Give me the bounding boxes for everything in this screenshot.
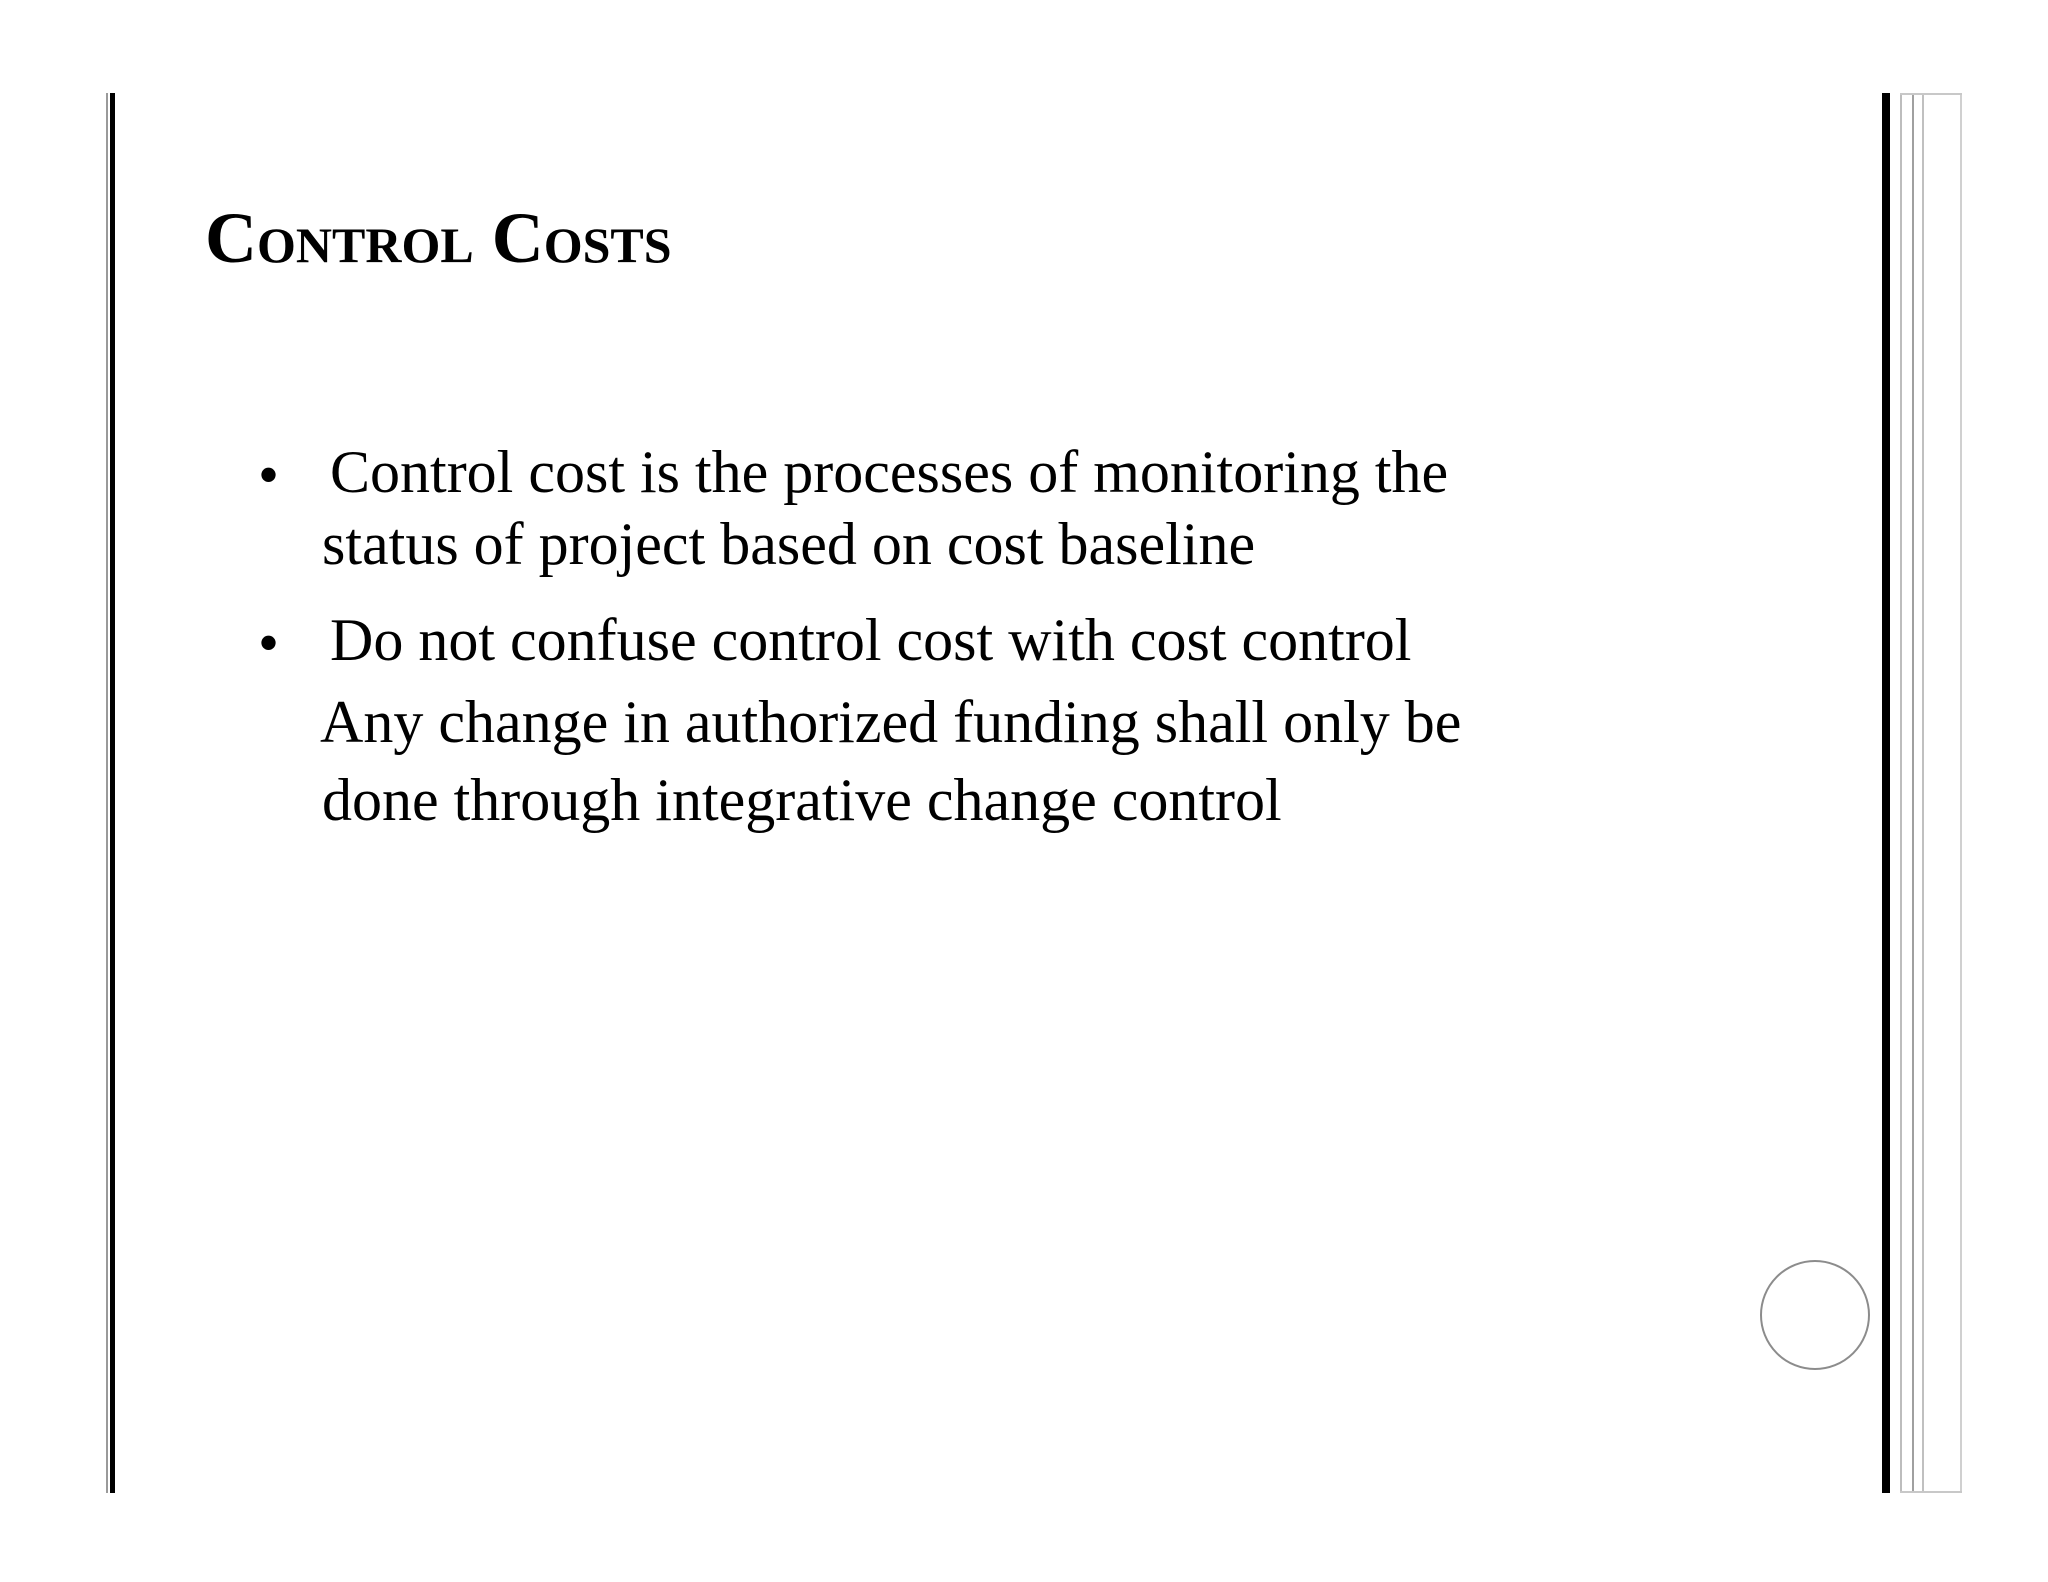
bullet-1-line-1: Control cost is the processes of monitoring the xyxy=(330,439,1449,505)
slide-title: Control Costs xyxy=(205,198,672,278)
right-border-line-2 xyxy=(1912,93,1914,1493)
right-border-bottom-cap xyxy=(1900,1491,1962,1493)
right-border-thick-line xyxy=(1882,93,1890,1493)
continuation-line-2: done through integrative change control xyxy=(322,767,1282,833)
bullet-2-line-1: Do not confuse control cost with cost control xyxy=(330,607,1412,673)
left-border-thin-line xyxy=(106,93,108,1493)
bullet-1-marker: • xyxy=(258,442,280,508)
right-border-top-cap xyxy=(1900,93,1962,95)
bullet-2-marker: • xyxy=(258,610,280,676)
right-border-line-1 xyxy=(1900,93,1902,1493)
continuation-line-1: Any change in authorized funding shall only be xyxy=(320,689,1462,755)
right-border-line-3 xyxy=(1922,93,1924,1493)
right-border-line-4 xyxy=(1960,93,1962,1493)
left-border-thick-line xyxy=(110,93,115,1493)
decorative-circle xyxy=(1760,1260,1870,1370)
bullet-1-line-2: status of project based on cost baseline xyxy=(322,511,1256,577)
